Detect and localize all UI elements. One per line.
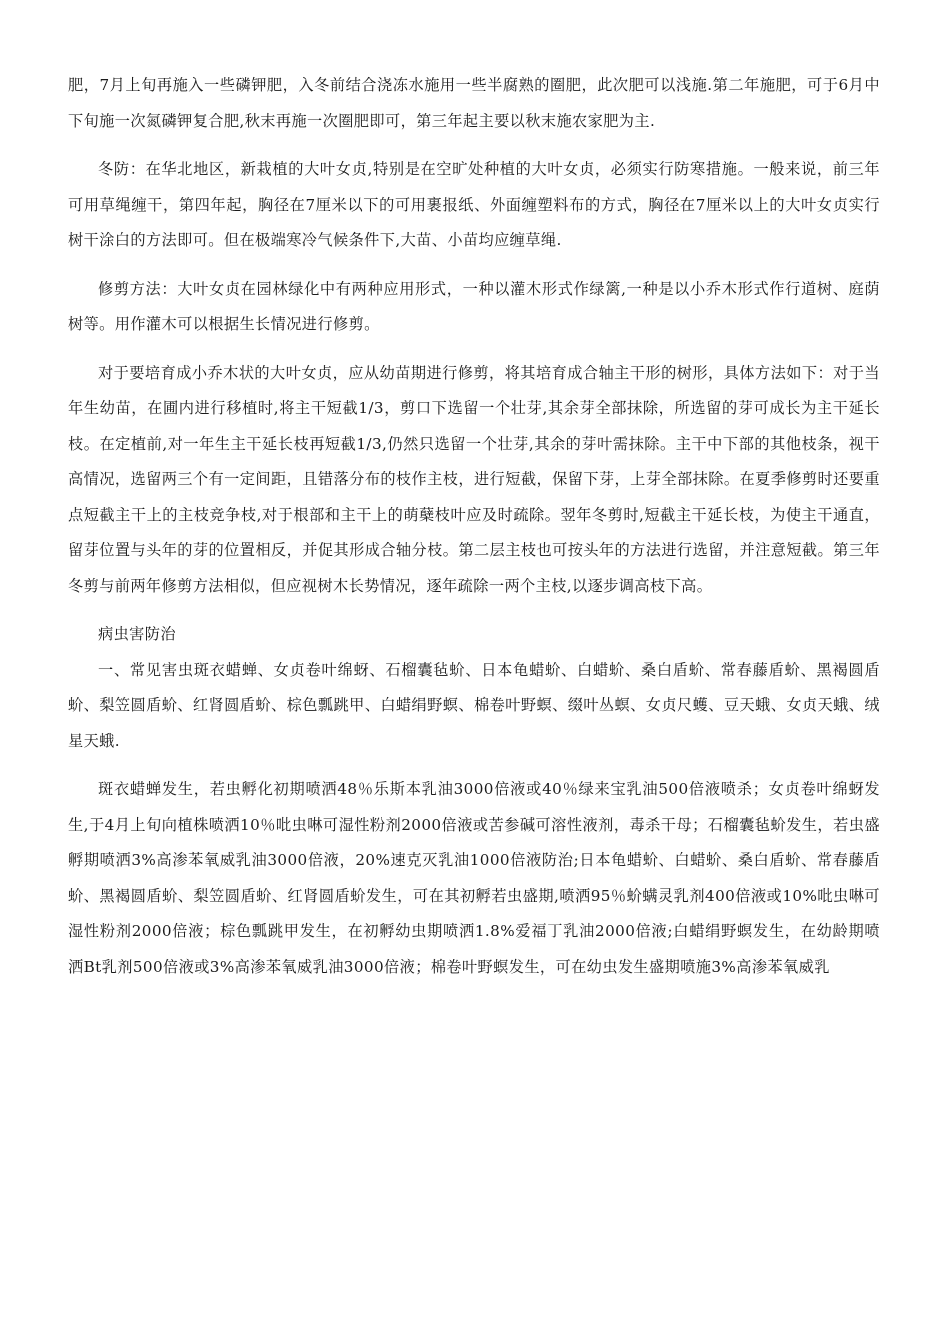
paragraph-pest-treatments: 斑衣蜡蝉发生，若虫孵化初期喷洒48％乐斯本乳油3000倍液或40％绿来宝乳油500倍液喷杀；女贞卷叶绵蚜发生,于4月上旬向植株喷洒10％吡虫啉可湿性粉剂2000倍液或苦参碱可溶性液剂，毒杀干母；石榴囊毡蚧发生，若虫盛孵期喷洒3%高渗苯氧威乳油3000倍液，20%速克灭乳油1000倍液防治;日本龟蜡蚧、白蜡蚧、桑白盾蚧、常春藤盾蚧、黑褐圆盾蚧、梨笠圆盾蚧、红肾圆盾蚧发生，可在其初孵若虫盛期,喷洒95％蚧螨灵乳剂400倍液或10%吡虫啉可湿性粉剂2000倍液；棕色瓢跳甲发生，在初孵幼虫期喷洒1.8%爱福丁乳油2000倍液;白蜡绢野螟发生，在幼龄期喷洒Bt乳剂500倍液或3%高渗苯氧威乳油3000倍液；棉卷叶野螟发生，可在幼虫发生盛期喷施3%高渗苯氧威乳 — [68, 780, 880, 976]
paragraph-tree-training: 对于要培育成小乔木状的大叶女贞，应从幼苗期进行修剪，将其培育成合轴主干形的树形，具体方法如下：对于当年生幼苗，在圃内进行移植时,将主干短截1/3，剪口下选留一个壮芽,其余芽全部抹除，所选留的芽可成长为主干延长枝。在定植前,对一年生主干延长枝再短截1/3,仍然只选留一个壮芽,其余的芽叶需抹除。主干中下部的其他枝条，视干高情况，选留两三个有一定间距，且错落分布的枝作主枝，进行短截，保留下芽，上芽全部抹除。在夏季修剪时还要重点短截主干上的主枝竞争枝,对于根部和主干上的萌蘖枝叶应及时疏除。翌年冬剪时,短截主干延长枝，为使主干通直，留芽位置与头年的芽的位置相反，并促其形成合轴分枝。第二层主枝也可按头年的方法进行选留，并注意短截。第三年冬剪与前两年修剪方法相似，但应视树木长势情况，逐年疏除一两个主枝,以逐步调高枝下高。 — [68, 363, 880, 595]
paragraph-common-pests: 一、常见害虫斑衣蜡蝉、女贞卷叶绵蚜、石榴囊毡蚧、日本龟蜡蚧、白蜡蚧、桑白盾蚧、常春藤盾蚧、黑褐圆盾蚧、梨笠圆盾蚧、红肾圆盾蚧、棕色瓢跳甲、白蜡绢野螟、棉卷叶野螟、缀叶丛螟、女贞尺蠖、豆天蛾、女贞天蛾、绒星天蛾. — [68, 660, 880, 750]
document-page — [68, 68, 880, 985]
paragraph-pruning-methods: 修剪方法：大叶女贞在园林绿化中有两种应用形式，一种以灌木形式作绿篱,一种是以小乔木形式作行道树、庭荫树等。用作灌木可以根据生长情况进行修剪。 — [68, 279, 880, 333]
paragraph-winter-protection: 冬防：在华北地区，新栽植的大叶女贞,特别是在空旷处种植的大叶女贞，必须实行防寒措施。一般来说，前三年可用草绳缠干，第四年起，胸径在7厘米以下的可用裹报纸、外面缠塑料布的方式，胸径在7厘米以上的大叶女贞实行树干涂白的方法即可。但在极端寒冷气候条件下,大苗、小苗均应缠草绳. — [68, 160, 880, 249]
section-heading-pest-control: 病虫害防治 — [98, 625, 176, 643]
paragraph-fertilizing: 肥，7月上旬再施入一些磷钾肥，入冬前结合浇冻水施用一些半腐熟的圈肥，此次肥可以浅施.第二年施肥，可于6月中下旬施一次氮磷钾复合肥,秋末再施一次圈肥即可，第三年起主要以秋末施农家肥为主. — [68, 76, 880, 130]
